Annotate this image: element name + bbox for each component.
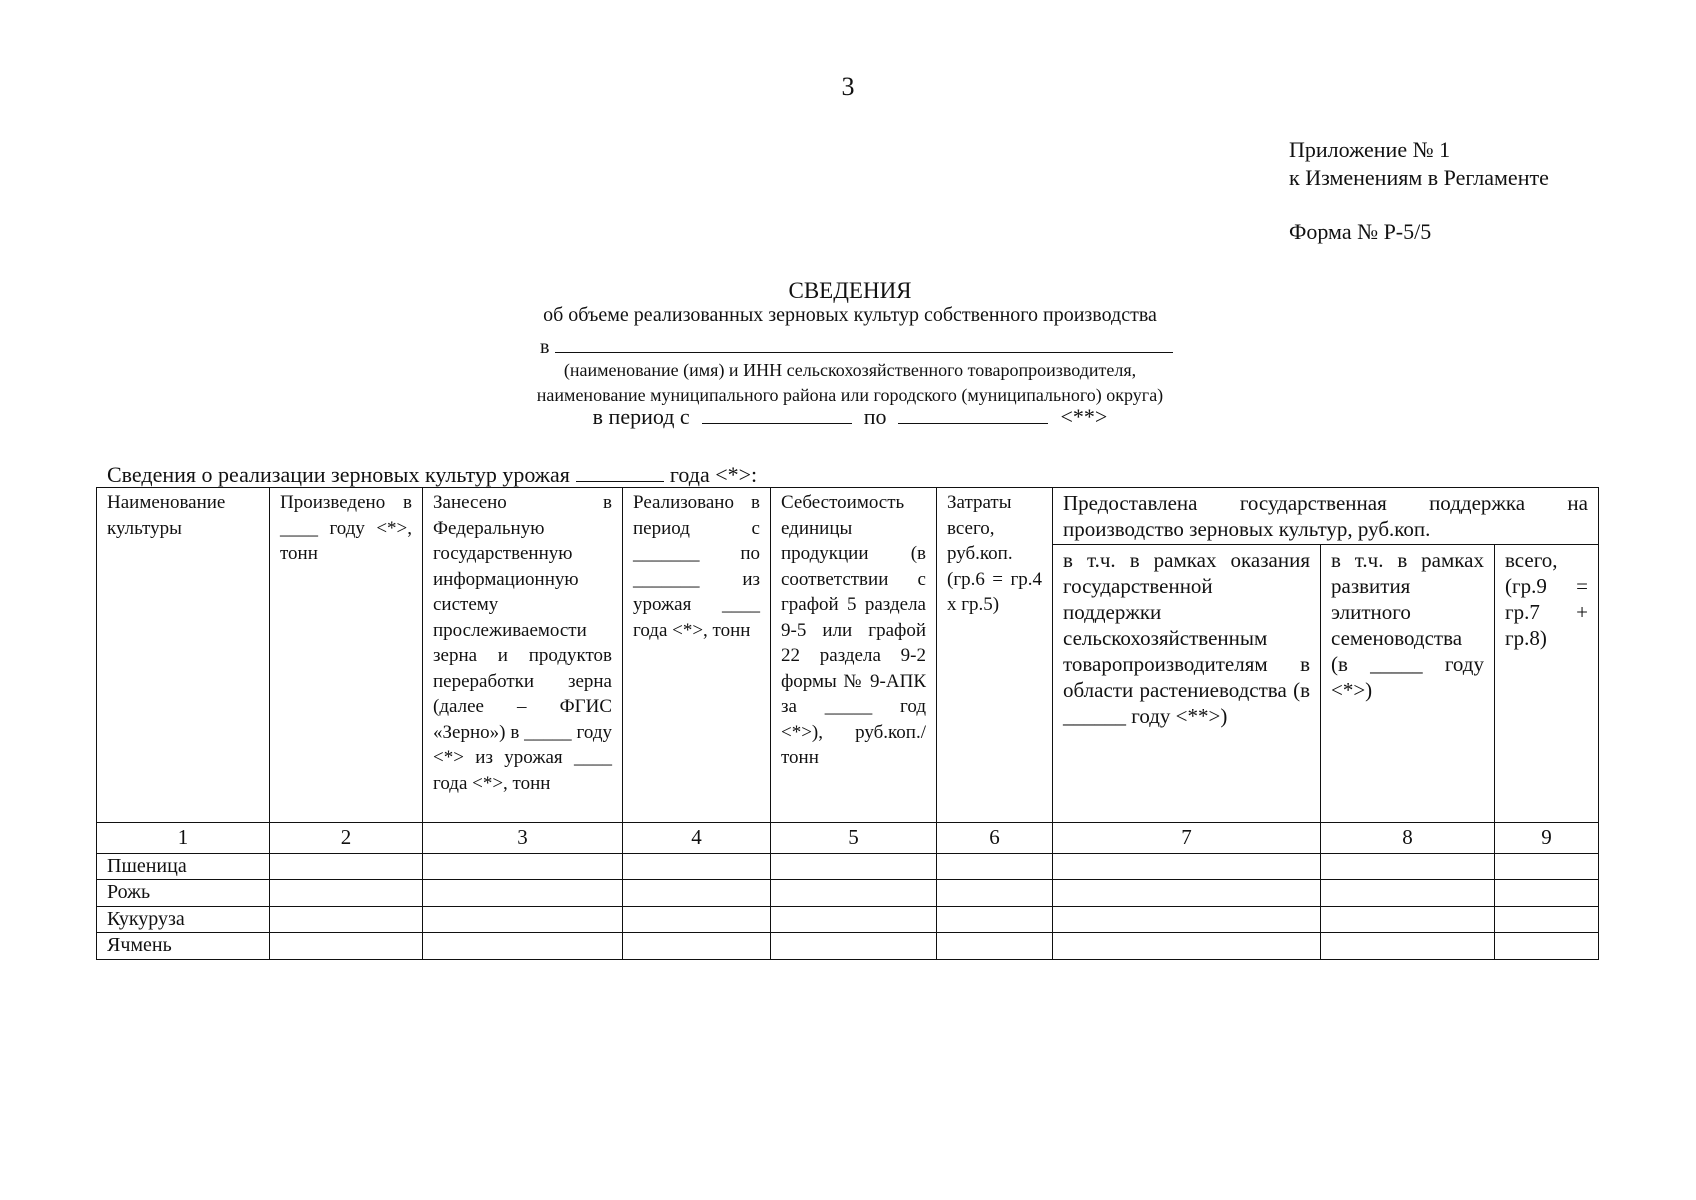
header-unit-cost: Себестоимость единицы продукции (в соответствии с графой 5 раздела 9-5 или графой 22 раздела 9-2 формы № 9-АПК за _____ год <*>), руб.коп./тонн	[771, 488, 937, 823]
header-row-1	[97, 488, 1599, 545]
appendix-line-1: Приложение № 1	[1289, 137, 1451, 162]
data-cell[interactable]	[1321, 880, 1495, 907]
crop-name: Ячмень	[97, 933, 270, 960]
data-cell[interactable]	[1495, 853, 1599, 880]
table-row	[97, 933, 1599, 960]
data-cell[interactable]	[1495, 880, 1599, 907]
caption-text-after: года <*>:	[669, 462, 758, 487]
column-number: 4	[623, 823, 771, 854]
header-produced: Произведено в ____ году <*>, тонн	[270, 488, 423, 823]
data-cell[interactable]	[1053, 906, 1321, 933]
appendix-line-2: к Изменениям в Регламенте	[1289, 165, 1549, 190]
data-cell[interactable]	[270, 906, 423, 933]
data-cell[interactable]	[771, 933, 937, 960]
data-cell[interactable]	[423, 880, 623, 907]
data-cell[interactable]	[623, 933, 771, 960]
data-cell[interactable]	[937, 880, 1053, 907]
crop-name: Кукуруза	[97, 906, 270, 933]
producer-name-blank[interactable]	[555, 332, 1173, 353]
header-fgis-entered: Занесено в Федеральную государственную информационную систему прослеживаемости зерна и продуктов переработки зерна (далее – ФГИС «Зерно») в _____ году <*> из урожая ____ года <*>, тонн	[423, 488, 623, 823]
header-support-total: всего, (гр.9 = гр.7 + гр.8)	[1495, 545, 1599, 823]
period-line	[0, 404, 1696, 430]
form-number: Форма № Р-5/5	[1289, 219, 1432, 244]
data-cell[interactable]	[937, 933, 1053, 960]
data-cell[interactable]	[1321, 853, 1495, 880]
column-number: 8	[1321, 823, 1495, 854]
column-number-row	[97, 823, 1599, 854]
page-number: 3	[841, 72, 855, 101]
header-sold: Реализовано в период с _______ по _______ из урожая ____ года <*>, тонн	[623, 488, 771, 823]
grain-sales-table	[96, 487, 1599, 960]
period-from-label: в период с	[592, 404, 690, 429]
data-cell[interactable]	[623, 853, 771, 880]
header-total-costs: Затраты всего, руб.коп. (гр.6 = гр.4 x гр.5)	[937, 488, 1053, 823]
data-cell[interactable]	[937, 853, 1053, 880]
period-end-blank[interactable]	[898, 405, 1048, 424]
note-line-2: наименование муниципального района или городского (муниципального) округа)	[536, 385, 1164, 405]
header-support-crop-production: в т.ч. в рамках оказания государственной поддержки сельскохозяйственным товаропроизводителям в области растениеводства (в ______ году <**>)	[1053, 545, 1321, 823]
data-cell[interactable]	[1053, 933, 1321, 960]
data-cell[interactable]	[771, 906, 937, 933]
appendix-reference	[1289, 136, 1549, 192]
data-cell[interactable]	[1321, 906, 1495, 933]
table-row	[97, 853, 1599, 880]
column-number: 6	[937, 823, 1053, 854]
data-cell[interactable]	[1321, 933, 1495, 960]
data-cell[interactable]	[270, 853, 423, 880]
data-cell[interactable]	[270, 880, 423, 907]
note-line-1: (наименование (имя) и ИНН сельскохозяйственного товаропроизводителя,	[563, 360, 1137, 380]
crop-name: Пшеница	[97, 853, 270, 880]
data-cell[interactable]	[623, 906, 771, 933]
crop-name: Рожь	[97, 880, 270, 907]
period-to-label: по	[863, 404, 887, 429]
period-start-blank[interactable]	[702, 405, 852, 424]
data-cell[interactable]	[771, 853, 937, 880]
producer-name-line	[540, 332, 1173, 359]
table-row	[97, 906, 1599, 933]
data-cell[interactable]	[1495, 933, 1599, 960]
column-number: 2	[270, 823, 423, 854]
harvest-year-blank[interactable]	[576, 463, 664, 482]
data-cell[interactable]	[937, 906, 1053, 933]
data-cell[interactable]	[423, 906, 623, 933]
data-cell[interactable]	[771, 880, 937, 907]
data-cell[interactable]	[423, 933, 623, 960]
data-cell[interactable]	[270, 933, 423, 960]
column-number: 5	[771, 823, 937, 854]
data-cell[interactable]	[1053, 853, 1321, 880]
column-number: 3	[423, 823, 623, 854]
in-label: в	[540, 336, 550, 358]
data-cell[interactable]	[1495, 906, 1599, 933]
data-cell[interactable]	[1053, 880, 1321, 907]
header-state-support: Предоставлена государственная поддержка на производство зерновых культур, руб.коп.	[1053, 488, 1599, 545]
data-cell[interactable]	[623, 880, 771, 907]
data-cell[interactable]	[423, 853, 623, 880]
period-footnote: <**>	[1060, 404, 1108, 429]
header-support-elite-seeds: в т.ч. в рамках развития элитного семеноводства (в _____ году <*>)	[1321, 545, 1495, 823]
column-number: 9	[1495, 823, 1599, 854]
producer-name-note	[0, 358, 1696, 408]
header-crop-name: Наименование культуры	[97, 488, 270, 823]
caption-text-before: Сведения о реализации зерновых культур урожая	[107, 462, 570, 487]
column-number: 1	[97, 823, 270, 854]
table-row	[97, 880, 1599, 907]
document-title: СВЕДЕНИЯ	[788, 278, 912, 303]
table-caption	[107, 462, 757, 488]
column-number: 7	[1053, 823, 1321, 854]
document-subtitle: об объеме реализованных зерновых культур собственного производства	[543, 304, 1157, 326]
